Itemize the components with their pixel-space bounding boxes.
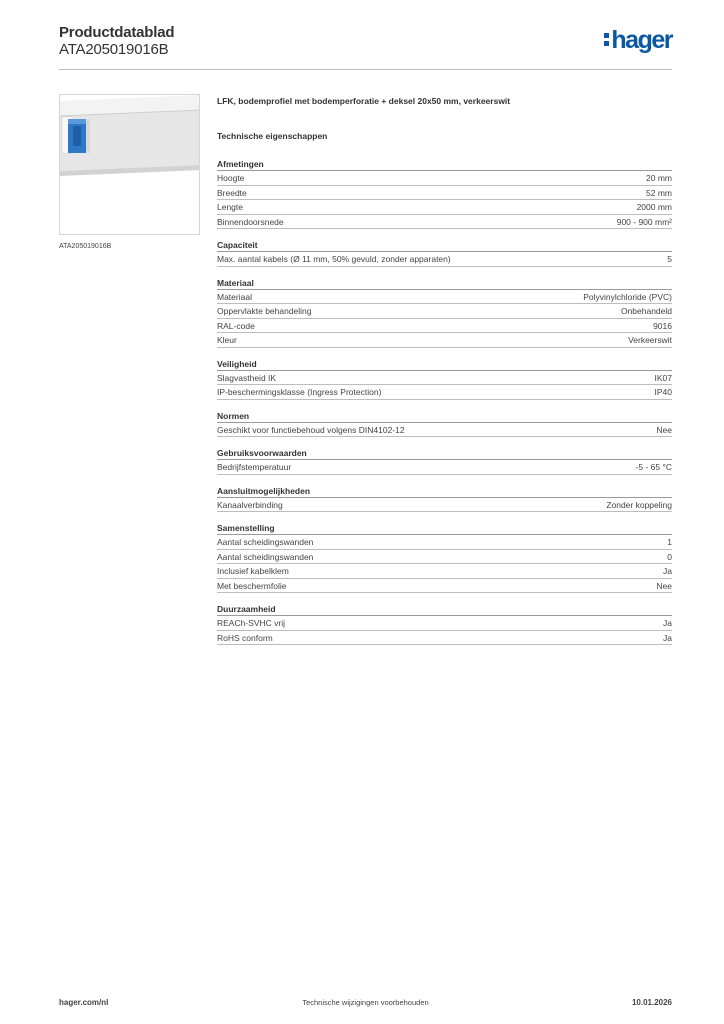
spec-label: RoHS conform: [217, 632, 273, 643]
spec-value: 1: [667, 537, 672, 547]
spec-label: Aantal scheidingswanden: [217, 551, 314, 562]
section-title: Normen: [217, 409, 672, 423]
spec-value: Nee: [656, 424, 672, 435]
product-image: [59, 94, 200, 235]
spec-value: 0: [667, 551, 672, 562]
spec-value: Ja: [663, 566, 672, 576]
spec-section-normen: [217, 409, 672, 438]
section-title: Gebruiksvoorwaarden: [217, 446, 672, 460]
spec-value: Onbehandeld: [620, 306, 672, 316]
page-header: [59, 24, 672, 70]
spec-value: 9016: [653, 320, 672, 331]
spec-value: IK07: [654, 372, 672, 383]
spec-row: [217, 564, 672, 579]
image-caption: ATA205019016B: [59, 243, 112, 250]
spec-value: Ja: [663, 618, 672, 628]
spec-label: Geschikt voor functiebehoud volgens DIN4102-12: [217, 424, 405, 435]
spec-label: Max. aantal kabels (Ø 11 mm, 50% gevuld, zonder apparaten): [217, 254, 451, 264]
document-title: Productdatablad: [59, 24, 175, 41]
spec-label: Oppervlakte behandeling: [217, 306, 312, 316]
spec-value: 52 mm: [646, 187, 672, 198]
spec-label: Binnendoorsnede: [217, 216, 284, 227]
spec-label: Breedte: [217, 187, 247, 198]
spec-label: Hoogte: [217, 173, 245, 183]
spec-section-aansluitmogelijkheden: [217, 484, 672, 513]
spec-section-gebruiksvoorwaarden: [217, 446, 672, 475]
spec-row: [217, 290, 672, 305]
spec-label: Bedrijfstemperatuur: [217, 462, 292, 472]
spec-row: [217, 631, 672, 646]
section-title: Aansluitmogelijkheden: [217, 484, 672, 498]
spec-label: REACh-SVHC vrij: [217, 618, 286, 628]
section-title: Veiligheid: [217, 357, 672, 371]
spec-value: 900 - 900 mm²: [616, 216, 672, 227]
spec-row: [217, 171, 672, 186]
spec-label: Lengte: [217, 202, 243, 212]
product-code: ATA205019016B: [59, 41, 169, 58]
spec-label: Slagvastheid IK: [217, 372, 277, 383]
spec-row: [217, 616, 672, 631]
spec-row: [217, 252, 672, 267]
section-title: Afmetingen: [217, 157, 672, 171]
spec-row: [217, 319, 672, 334]
product-description: LFK, bodemprofiel met bodemperforatie + deksel 20x50 mm, verkeerswit: [217, 96, 511, 106]
spec-value: Zonder koppeling: [606, 499, 672, 510]
spec-row: [217, 423, 672, 438]
cable-duct-icon: [60, 95, 200, 235]
spec-section-duurzaamheid: [217, 602, 672, 645]
spec-row: [217, 385, 672, 400]
spec-value: Nee: [656, 580, 672, 591]
spec-label: Aantal scheidingswanden: [217, 537, 314, 547]
section-title: Materiaal: [217, 276, 672, 290]
spec-value: IP40: [654, 387, 672, 397]
spec-label: Kanaalverbinding: [217, 499, 283, 510]
spec-row: [217, 535, 672, 550]
spec-section-capaciteit: [217, 238, 672, 267]
spec-section-afmetingen: [217, 157, 672, 229]
section-title: Duurzaamheid: [217, 602, 672, 616]
spec-label: RAL-code: [217, 320, 255, 331]
spec-label: Materiaal: [217, 291, 252, 302]
spec-row: [217, 333, 672, 348]
spec-value: Verkeerswit: [628, 335, 672, 345]
spec-label: Kleur: [217, 335, 237, 345]
logo-text: hager: [611, 26, 672, 54]
spec-section-samenstelling: [217, 521, 672, 593]
spec-row: [217, 460, 672, 475]
footer-date: 10.01.2026: [631, 998, 672, 1007]
spec-label: IP-beschermingsklasse (Ingress Protection): [217, 387, 382, 397]
spec-row: [217, 304, 672, 319]
spec-value: 5: [667, 254, 672, 264]
section-title: Samenstelling: [217, 521, 672, 535]
spec-label: Inclusief kabelklem: [217, 566, 289, 576]
spec-section-veiligheid: [217, 357, 672, 400]
spec-value: 20 mm: [646, 173, 672, 183]
spec-value: Polyvinylchloride (PVC): [583, 291, 672, 302]
spec-value: Ja: [663, 632, 672, 643]
spec-section-materiaal: [217, 276, 672, 348]
footer-website-link[interactable]: hager.com/nl: [59, 998, 109, 1007]
spec-value: 2000 mm: [636, 202, 672, 212]
spec-label: Met beschermfolie: [217, 580, 287, 591]
spec-value: -5 - 65 °C: [635, 462, 672, 472]
spec-row: [217, 498, 672, 513]
hager-logo: [604, 28, 672, 53]
spec-content: [217, 96, 672, 654]
tech-heading: Technische eigenschappen: [217, 131, 328, 141]
spec-row: [217, 579, 672, 594]
footer-disclaimer: Technische wijzigingen voorbehouden: [302, 998, 429, 1007]
spec-row: [217, 186, 672, 201]
section-title: Capaciteit: [217, 238, 672, 252]
logo-dots-icon: [604, 31, 609, 47]
spec-row: [217, 200, 672, 215]
spec-row: [217, 371, 672, 386]
spec-row: [217, 550, 672, 565]
spec-row: [217, 215, 672, 230]
